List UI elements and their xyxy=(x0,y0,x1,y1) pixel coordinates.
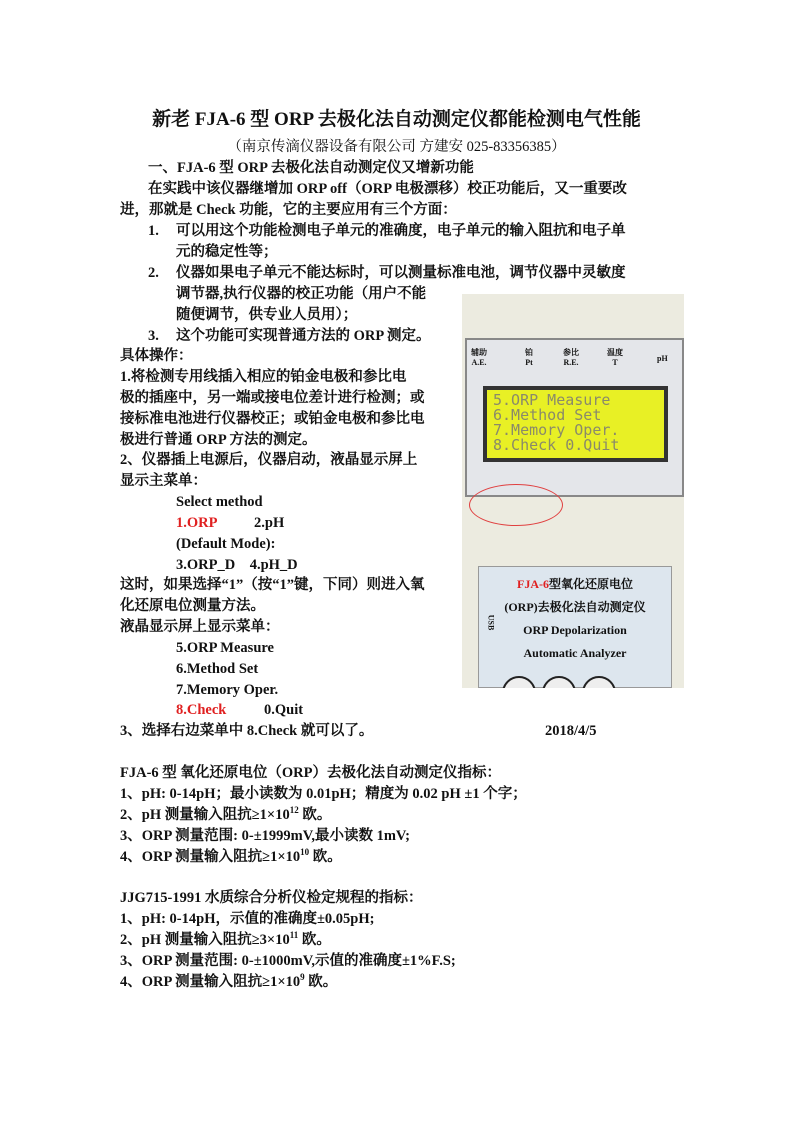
spec-heading: FJA-6 型 氧化还原电位（ORP）去极化法自动测定仪指标： xyxy=(120,765,502,781)
spec-item: 1、pH: 0-14pH，示值的准确度±0.05pH; xyxy=(120,911,375,927)
lcd-line: 6.Method Set xyxy=(493,406,602,424)
step3: 3、选择右边菜单中 8.Check 就可以了。 xyxy=(120,723,374,739)
spec-item: 4、ORP 测量输入阻抗$\ge 1\times 10^9$ 欧。 xyxy=(120,972,338,990)
device-photo xyxy=(462,294,684,688)
subtitle: （南京传滴仪器设备有限公司 方建安 025-83356385） xyxy=(227,139,566,155)
ops-line: 极的插座中，另一端或接电位差计进行检测；或 xyxy=(120,390,425,406)
ops-line: 极进行普通 ORP 方法的测定。 xyxy=(120,432,317,448)
spec-item: 3、ORP 测量范围: 0-±1000mV,示值的准确度±1%F.S; xyxy=(120,953,456,969)
spec-item: 2、pH 测量输入阻抗$\ge 3\times 10^{11}$ 欧。 xyxy=(120,930,331,948)
plate-line: (ORP)去极化法自动测定仪 xyxy=(504,600,646,614)
port-label: 铂 Pt xyxy=(525,348,533,367)
spec-heading: JJG715-1991 水质综合分析仪检定规程的指标： xyxy=(120,890,423,906)
intro-line: 进，那就是 Check 功能，它的主要应用有三个方面： xyxy=(120,202,457,218)
ops-line: 接标准电池进行仪器校正；或铂金电极和参比电 xyxy=(120,411,425,427)
menu-item-quit: 0.Quit xyxy=(264,702,304,718)
menu-option-ph: 2.pH xyxy=(254,515,285,531)
menu-default-mode: (Default Mode): xyxy=(176,536,276,552)
spec-item: 3、ORP 测量范围: 0-±1999mV,最小读数 1mV; xyxy=(120,828,410,844)
list-item: 这个功能可实现普通方法的 ORP 测定。 xyxy=(176,328,431,344)
menu-title: Select method xyxy=(176,494,263,510)
display-panel xyxy=(465,338,684,497)
spec-item: 4、ORP 测量输入阻抗$\ge 1\times 10^{10}$ 欧。 xyxy=(120,847,342,865)
menu-options-d: 3.ORP_D 4.pH_D xyxy=(176,557,298,573)
lcd-line: 7.Memory Oper. xyxy=(493,421,620,439)
port-label: 辅助 A.E. xyxy=(471,348,487,367)
menu-item: 7.Memory Oper. xyxy=(176,682,279,698)
plate-line: ORP Depolarization xyxy=(523,623,627,637)
ops-line: 1.将检测专用线插入相应的铂金电极和参比电 xyxy=(120,369,407,385)
port-label: 参比 R.E. xyxy=(563,348,579,367)
list-item: 元的稳定性等； xyxy=(176,244,278,260)
menu-item: 6.Method Set xyxy=(176,661,259,677)
nameplate xyxy=(478,566,672,688)
menu-item: 5.ORP Measure xyxy=(176,640,274,656)
ops-line: 化还原电位测量方法。 xyxy=(120,598,265,614)
lcd-line: 5.ORP Measure xyxy=(493,391,611,409)
usb-label: USB xyxy=(486,614,496,631)
highlight-ellipse xyxy=(469,484,563,526)
port-label: 温度 T xyxy=(607,348,623,367)
ops-line: 2、仪器插上电源后，仪器启动，液晶显示屏上 xyxy=(120,452,418,468)
ops-line: 具体操作： xyxy=(120,348,193,364)
model-label: FJA-6 xyxy=(516,577,549,591)
list-item: 仪器如果电子单元不能达标时，可以测量标准电池，调节仪器中灵敏度 xyxy=(176,265,626,281)
lcd-screen xyxy=(483,386,668,462)
document-title: 新老 FJA-6 型 ORP 去极化法自动测定仪都能检测电气性能 xyxy=(152,109,641,130)
ops-line: 显示主菜单： xyxy=(120,473,207,489)
section-heading: 一、FJA-6 型 ORP 去极化法自动测定仪又增新功能 xyxy=(148,160,474,176)
list-item: 随便调节，供专业人员用）； xyxy=(176,307,358,323)
ops-line: 这时，如果选择“1”（按“1”键，下同）则进入氧 xyxy=(120,577,425,593)
plate-line: Automatic Analyzer xyxy=(523,646,627,660)
lcd-line: 8.Check 0.Quit xyxy=(493,436,620,454)
list-number: 3. xyxy=(148,328,159,344)
menu-option-orp: 1.ORP xyxy=(176,515,218,531)
menu-item-check: 8.Check xyxy=(176,702,227,718)
spec-item: 2、pH 测量输入阻抗$\ge 1\times 10^{12}$ 欧。 xyxy=(120,805,332,823)
port-label: pH xyxy=(657,354,668,363)
ops-line: 液晶显示屏上显示菜单： xyxy=(120,619,280,635)
list-number: 2. xyxy=(148,265,159,281)
list-item: 可以用这个功能检测电子单元的准确度，电子单元的输入阻抗和电子单 xyxy=(176,223,626,239)
spec-item: 1、pH: 0-14pH；最小读数为 0.01pH；精度为 0.02 pH ±1 个字； xyxy=(120,786,527,802)
date: 2018/4/5 xyxy=(545,723,597,739)
plate-line: 型氧化还原电位 xyxy=(548,577,633,591)
list-number: 1. xyxy=(148,223,159,239)
intro-line: 在实践中该仪器继增加 ORP off（ORP 电极漂移）校正功能后，又一重要改 xyxy=(148,181,627,197)
list-item: 调节器,执行仪器的校正功能（用户不能 xyxy=(176,286,427,302)
